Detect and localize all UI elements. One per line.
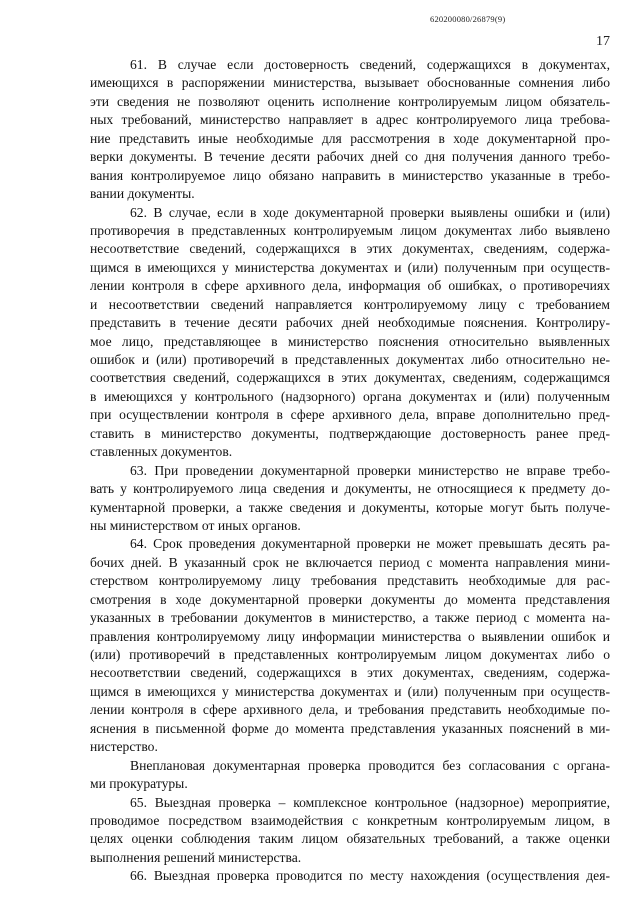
paragraph-line: (или) противоречий в представленных контролируемым лицом документах либо о xyxy=(90,647,610,662)
paragraph-line: ных требований, министерство направляет в адрес контролируемого лица требова- xyxy=(90,112,610,128)
paragraph-line: мое лицо, представляющее в министерство пояснения относительно выявленных xyxy=(90,333,610,349)
paragraph-line: яснения в письменной форме до момента представления указанных пояснений в ми- xyxy=(90,720,610,736)
paragraph-line: выполнения решений министерства. xyxy=(90,849,302,865)
paragraph-line: и несоответствии сведений направляется контролируемому лицу с требованием xyxy=(90,296,610,312)
paragraph-line: соответствия сведений, содержащихся в этих документах, сведениям, содержащимся xyxy=(90,370,610,386)
paragraph-line: 65. Выездная проверка – комплексное контрольное (надзорное) мероприятие, xyxy=(130,794,610,810)
paragraph-line: 61. В случае если достоверность сведений, содержащихся в документах, xyxy=(130,57,610,72)
paragraph-line: щимся в имеющихся у министерства документах и (или) полученным при осуществ- xyxy=(90,683,610,699)
paragraph-line: несоответствии сведений, содержащихся в этих документах, сведениям, содержа- xyxy=(90,665,610,681)
paragraph-line: ны министерством от иных органов. xyxy=(90,517,301,533)
page-number: 17 xyxy=(596,34,610,49)
paragraph-line: правления контролируемому лицу информации министерства о выявлении ошибок и xyxy=(90,628,610,644)
paragraph-line: бочих дней. В указанный срок не включается период с момента направления мини- xyxy=(90,554,610,570)
paragraph-line: 66. Выездная проверка проводится по месту нахождения (осуществления дея- xyxy=(130,868,610,884)
paragraph-line: смотрения в ходе документарной проверки документы до момента представления xyxy=(90,591,610,607)
paragraph-line: ние представить иные необходимые для рассмотрения в ходе документарной про- xyxy=(90,130,610,146)
paragraph-line: противоречия в представленных контролируемым лицом документах либо выявлено xyxy=(90,222,610,238)
paragraph-line: целях оценки соблюдения таким лицом обязательных требований, а также оценки xyxy=(90,831,610,847)
paragraph-line: в имеющихся у контрольного (надзорного) органа документах и (или) полученным xyxy=(90,388,610,404)
paragraph-line: стерством контролируемому лицу требования представить необходимые для рас- xyxy=(90,573,610,589)
paragraph-line: эти сведения не позволяют оценить исполнение контролируемым лицом обязатель- xyxy=(90,93,610,109)
document-body xyxy=(90,56,610,886)
paragraph-line: лении контроля в сфере архивного дела, информация об ошибках, о противоречиях xyxy=(90,278,610,294)
paragraph-line: несоответствие сведений, содержащихся в этих документах, сведениям, содержа- xyxy=(90,241,610,257)
paragraph-line: вании документы. xyxy=(90,186,195,202)
paragraph-line: ставить в министерство документы, подтверждающие достоверность ранее пред- xyxy=(90,425,610,441)
paragraph-line: ошибок и (или) противоречий в представленных документах либо относительно не- xyxy=(90,352,610,367)
paragraph-line: вать у контролируемого лица сведения и документы, не относящиеся к предмету до- xyxy=(90,481,610,497)
paragraph-line: кументарной проверки, а также сведения и документы, которые могут быть получе- xyxy=(90,499,610,515)
paragraph-line: 63. При проведении документарной проверки министерство не вправе требо- xyxy=(130,462,610,478)
paragraph-line: указанных в требовании документов в министерство, а также период с момента на- xyxy=(90,610,610,626)
paragraph-line: ставленных документов. xyxy=(90,444,233,460)
paragraph-line: вания контролируемое лицо обязано направить в министерство указанные в требо- xyxy=(90,167,610,183)
paragraph-line: имеющихся в распоряжении министерства, вызывает обоснованные сомнения либо xyxy=(90,75,610,91)
paragraph-line: щимся в имеющихся у министерства документах и (или) полученным при осуществ- xyxy=(90,259,610,275)
paragraph-line: нистерство. xyxy=(90,739,158,755)
paragraph-line: лении контроля в сфере архивного дела, и требования представить необходимые по- xyxy=(90,702,610,718)
paragraph-line: проводимое посредством взаимодействия с конкретным контролируемым лицом, в xyxy=(90,812,610,828)
paragraph-line: ми прокуратуры. xyxy=(90,776,188,792)
paragraph-line: верки документы. В течение десяти рабочих дней со дня получения данного требо- xyxy=(90,149,610,165)
document-registration-code: 620200080/26879(9) xyxy=(430,14,506,24)
paragraph-line: Внеплановая документарная проверка проводится без согласования с органа- xyxy=(130,757,610,773)
paragraph-line: 64. Срок проведения документарной проверки не может превышать десять ра- xyxy=(130,536,610,552)
paragraph-line: при осуществлении контроля в сфере архивного дела, вправе дополнительно пред- xyxy=(90,407,610,423)
paragraph-line: представить в течение десяти рабочих дней необходимые пояснения. Контролиру- xyxy=(90,315,610,331)
paragraph-line: 62. В случае, если в ходе документарной проверки выявлены ошибки и (или) xyxy=(130,204,610,220)
